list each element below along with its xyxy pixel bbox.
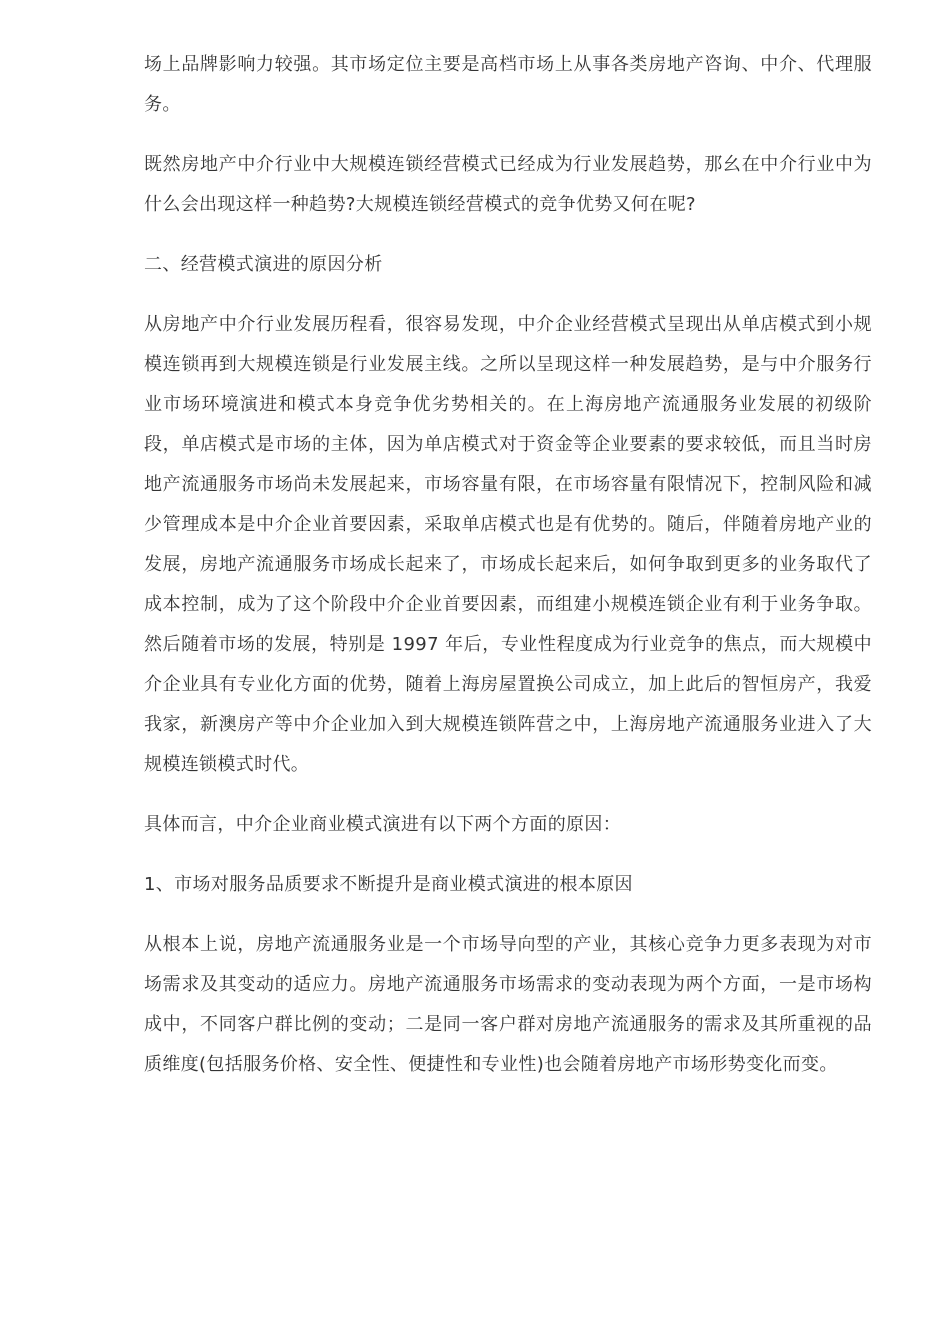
paragraph-history: 从房地产中介行业发展历程看，很容易发现，中介企业经营模式呈现出从单店模式到小规模连锁再到大规模连锁是行业发展主线。之所以呈现这样一种发展趋势，是与中介服务行业市场环境演进和模式本身竞争优劣势相关的。在上海房地产流通服务业发展的初级阶段，单店模式是市场的主体，因为单店模式对于资金等企业要素的要求较低，而且当时房地产流通服务市场尚未发展起来，市场容量有限，在市场容量有限情况下，控制风险和减少管理成本是中介企业首要因素，采取单店模式也是有优势的。随后，伴随着房地产业的发展，房地产流通服务市场成长起来了，市场成长起来后，如何争取到更多的业务取代了成本控制，成为了这个阶段中介企业首要因素，而组建小规模连锁企业有利于业务争取。然后随着市场的发展，特别是 1997 年后，专业性程度成为行业竞争的焦点，而大规模中介企业具有专业化方面的优势，随着上海房屋置换公司成立，加上此后的智恒房产，我爱我家，新澳房产等中介企业加入到大规模连锁阵营之中，上海房地产流通服务业进入了大规模连锁模式时代。: [144, 314, 872, 775]
paragraph-reasons-intro: 具体而言，中介企业商业模式演进有以下两个方面的原因：: [144, 814, 622, 835]
document-page: [144, 45, 872, 1085]
paragraph-intro-continued: 场上品牌影响力较强。其市场定位主要是高档市场上从事各类房地产咨询、中介、代理服务。: [144, 54, 872, 115]
paragraph-question: 既然房地产中介行业中大规模连锁经营模式已经成为行业发展趋势，那幺在中介行业中为什么会出现这样一种趋势?大规模连锁经营模式的竞争优势又何在呢?: [144, 154, 872, 215]
section-heading-2: 二、经营模式演进的原因分析: [144, 254, 383, 275]
subheading-1: 1、市场对服务品质要求不断提升是商业模式演进的根本原因: [144, 874, 633, 895]
paragraph-root-cause: 从根本上说，房地产流通服务业是一个市场导向型的产业，其核心竞争力更多表现为对市场需求及其变动的适应力。房地产流通服务市场需求的变动表现为两个方面，一是市场构成中，不同客户群比例的变动；二是同一客户群对房地产流通服务的需求及其所重视的品质维度(包括服务价格、安全性、便捷性和专业性)也会随着房地产市场形势变化而变。: [144, 934, 872, 1075]
